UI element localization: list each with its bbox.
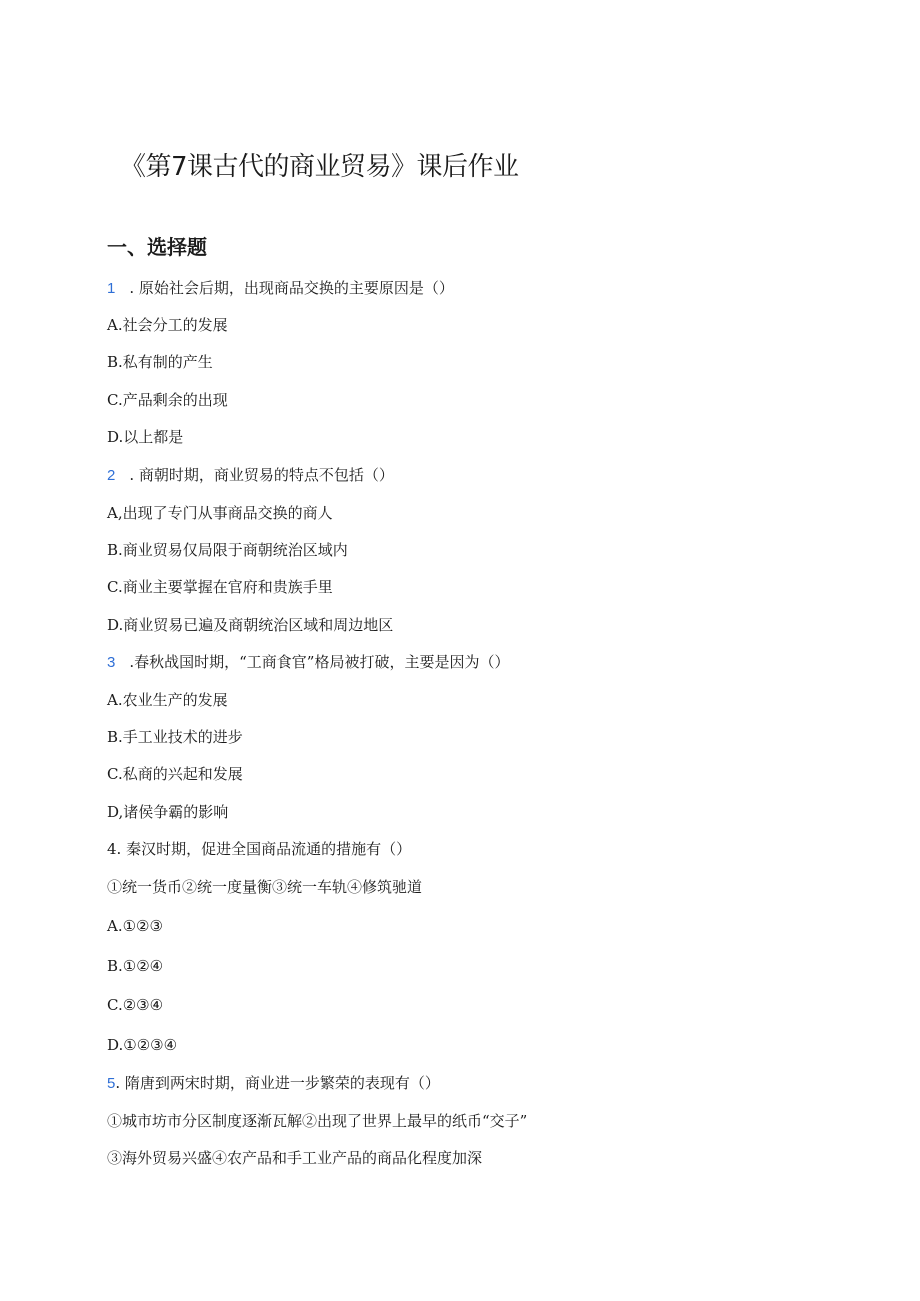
option-2c: C.商业主要掌握在官府和贵族手里 (107, 578, 333, 596)
question-5 (107, 1073, 440, 1094)
option-4c: C.②③④ (107, 996, 164, 1014)
option-2a: A,出现了专门从事商品交换的商人 (107, 504, 333, 522)
question-5-items-1: ①城市坊市分区制度逐渐瓦解②出现了世界上最早的纸币“交子” (107, 1112, 528, 1130)
option-4d: D.①②③④ (107, 1036, 178, 1054)
option-3d: D,诸侯争霸的影响 (107, 803, 229, 821)
question-number: 3 (107, 654, 116, 671)
question-number: 5 (107, 1075, 116, 1092)
option-2b: B.商业贸易仅局限于商朝统治区域内 (107, 541, 348, 559)
option-4b: B.①②④ (107, 957, 164, 975)
question-4-items: ①统一货币②统一度量衡③统一车轨④修筑驰道 (107, 878, 423, 896)
question-3 (107, 652, 509, 673)
option-2d: D.商业贸易已遍及商朝统治区域和周边地区 (107, 616, 394, 634)
question-2 (107, 465, 394, 486)
question-number: 2 (107, 467, 116, 484)
section-heading: 一、选择题 (107, 235, 207, 259)
question-number: 1 (107, 280, 116, 297)
question-text: .春秋战国时期，“工商食官”格局被打破，主要是因为（） (129, 653, 510, 671)
option-1b: B.私有制的产生 (107, 353, 213, 371)
document-title: 《第7课古代的商业贸易》课后作业 (120, 152, 519, 182)
option-1c: C.产品剩余的出现 (107, 391, 228, 409)
option-1d: D.以上都是 (107, 428, 184, 446)
option-3a: A.农业生产的发展 (107, 691, 228, 709)
question-1 (107, 278, 454, 299)
question-4: 4. 秦汉时期，促进全国商品流通的措施有（） (107, 840, 412, 858)
option-3c: C.私商的兴起和发展 (107, 765, 243, 783)
option-1a: A.社会分工的发展 (107, 316, 228, 334)
option-4a: A.①②③ (107, 917, 163, 935)
question-text: . 隋唐到两宋时期，商业进一步繁荣的表现有（） (115, 1074, 440, 1092)
option-3b: B.手工业技术的进步 (107, 728, 243, 746)
question-text: . 原始社会后期，出现商品交换的主要原因是（） (129, 279, 454, 297)
question-5-items-2: ③海外贸易兴盛④农产品和手工业产品的商品化程度加深 (107, 1149, 483, 1167)
question-text: . 商朝时期，商业贸易的特点不包括（） (129, 466, 394, 484)
